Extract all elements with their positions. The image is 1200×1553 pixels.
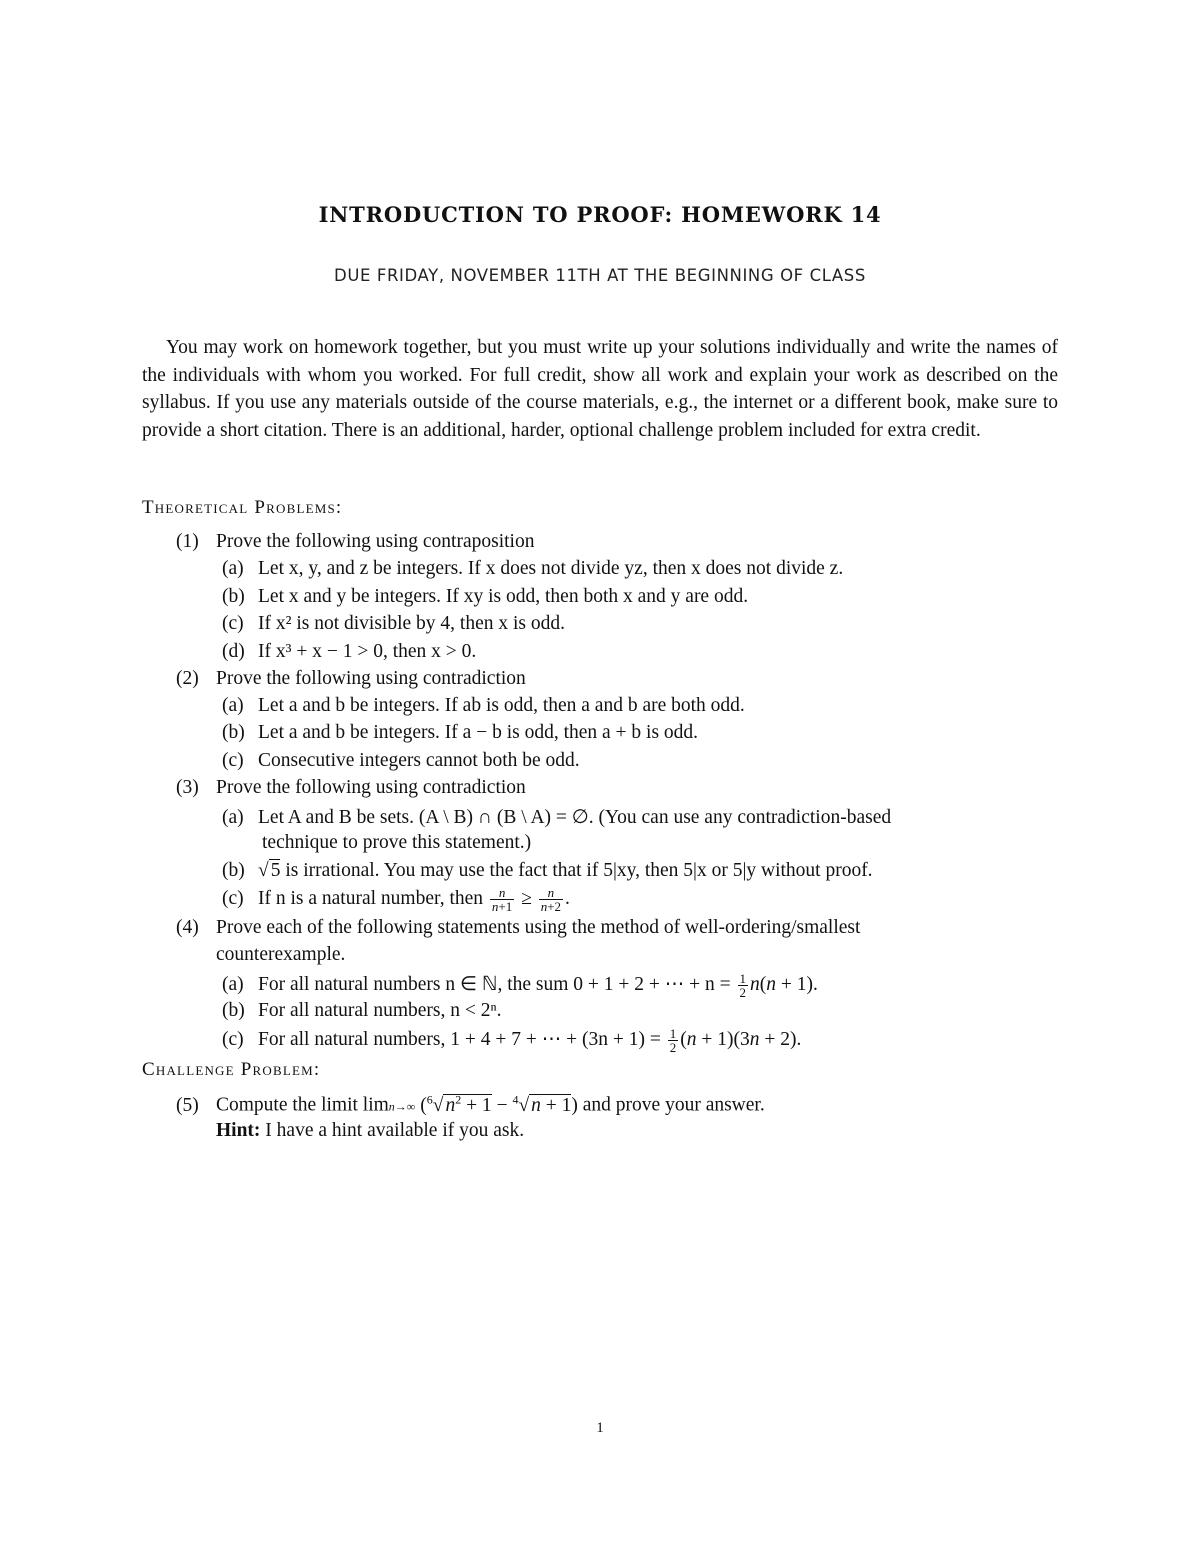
sub-label: (b) — [222, 722, 245, 743]
sub-label: (c) — [222, 887, 244, 909]
sub-label: (a) — [222, 558, 244, 579]
hint-line — [216, 1120, 524, 1142]
page-title: INTRODUCTION TO PROOF: HOMEWORK 14 — [318, 202, 882, 227]
sub-label: (b) — [222, 586, 245, 607]
sub-text: For all natural numbers, 1 + 4 + 7 + ⋯ + (3n + 1) = — [258, 1029, 661, 1050]
problem-text-post: and prove your answer. — [582, 1094, 765, 1116]
problem-1b — [222, 586, 748, 608]
sub-label: (c) — [222, 750, 244, 771]
problem-3b — [222, 860, 873, 882]
section-challenge: Challenge Problem: — [142, 1059, 321, 1080]
problem-4c: (c) For all natural numbers, 1 + 4 + 7 + ⋯ + (3n + 1) = $\frac{1}{2}$ (n + 1)(3n + 2). — [222, 1026, 802, 1056]
problem-3 — [176, 777, 526, 799]
sub-text: Consecutive integers cannot both be odd. — [258, 750, 580, 771]
sub-label: (b) — [222, 1000, 245, 1021]
problem-text: Prove the following using contradiction — [216, 668, 526, 689]
sub-label: (c) — [222, 613, 244, 634]
sub-text: For all natural numbers, n < 2ⁿ. — [258, 1000, 502, 1021]
fraction-half: $\frac{1}{2}$ — [739, 971, 747, 1001]
sub-text: is irrational. You may use the fact that if 5|xy, then 5|x or 5|y without proof. — [285, 860, 873, 881]
sub-text: If x² is not divisible by 4, then x is odd. — [258, 613, 566, 634]
sub-text: Let a and b be integers. If a − b is odd, then a + b is odd. — [258, 722, 699, 743]
problem-5 — [176, 1092, 765, 1117]
problem-2 — [176, 668, 526, 690]
fraction: $\frac{n}{n+2}$ — [540, 885, 562, 914]
hint-label: Hint: — [216, 1120, 261, 1141]
problem-text: Compute the limit lim — [216, 1094, 389, 1116]
problem-3c: (c) If n is a natural number, then $\frac{n}{n+1}$ ≥ $\frac{n}{n+2}$ . — [222, 885, 570, 914]
problem-number: (5) — [176, 1094, 199, 1116]
problem-text: Prove each of the following statements using the method of well-ordering/smallest — [216, 917, 861, 938]
problem-1d — [222, 641, 476, 663]
sqrt5-math: √ 5 — [258, 860, 281, 881]
sub-text: If x³ + x − 1 > 0, then x > 0. — [258, 641, 477, 662]
problem-4-cont: counterexample. — [216, 944, 346, 965]
problem-1 — [176, 531, 534, 553]
sub-label: (b) — [222, 860, 245, 881]
problem-2b — [222, 722, 698, 744]
sub-text: Let A and B be sets. (A \ B) ∩ (B \ A) = ∅. (You can use any contradiction-based — [258, 807, 892, 828]
limit-expression: ($^6$√ $n^2 + 1 - ^4√$ n + 1) — [420, 1092, 578, 1116]
problem-2c — [222, 750, 580, 772]
problem-number: (1) — [176, 531, 199, 552]
problem-4a: (a) For all natural numbers n ∈ ℕ, the sum 0 + 1 + 2 + ⋯ + n = $\frac{1}{2}$ n(n + 1). — [222, 971, 818, 1001]
sub-label: (a) — [222, 807, 244, 828]
page-number: 1 — [596, 1420, 604, 1436]
problem-number: (2) — [176, 668, 199, 689]
problem-number: (4) — [176, 917, 199, 938]
sub-label: (a) — [222, 695, 244, 716]
problem-2a — [222, 695, 745, 717]
problem-number: (3) — [176, 777, 199, 798]
problem-3a — [222, 805, 891, 829]
problem-text: Prove the following using contraposition — [216, 531, 535, 552]
problem-4b — [222, 1000, 502, 1022]
intro-text: You may work on homework together, but you must write up your solutions individually and write the names of the individuals with whom you worked. For full credit, show all work and explain your work as described on the syllabus. If you use any materials outside of the course materials, e.g., the internet or a different book, make sure to provide a short citation. There is an additional, harder, optional challenge problem included for extra credit. — [142, 337, 1058, 441]
intro-paragraph — [142, 334, 1058, 444]
sub-text: Let x and y be integers. If xy is odd, then both x and y are odd. — [258, 586, 749, 607]
problem-1a — [222, 558, 843, 580]
sub-text: If n is a natural number, then — [258, 887, 484, 909]
sub-text: For all natural numbers n ∈ ℕ, the sum 0 + 1 + 2 + ⋯ + n = — [258, 974, 731, 995]
sub-label: (d) — [222, 641, 245, 662]
hint-text: I have a hint available if you ask. — [265, 1120, 525, 1141]
sub-label: (a) — [222, 974, 244, 995]
problem-3a-cont: technique to prove this statement.) — [262, 832, 532, 853]
sub-label: (c) — [222, 1029, 244, 1050]
problem-1c — [222, 613, 565, 635]
due-date: DUE FRIDAY, NOVEMBER 11TH AT THE BEGINNING OF CLASS — [334, 266, 866, 285]
sub-text: Let x, y, and z be integers. If x does not divide yz, then x does not divide z. — [258, 558, 844, 579]
limit-subscript: n→∞ — [388, 1099, 416, 1114]
fraction-half: $\frac{1}{2}$ — [669, 1026, 677, 1056]
sub-text: Let a and b be integers. If ab is odd, then a and b are both odd. — [258, 695, 745, 716]
fraction: $\frac{n}{n+1}$ — [491, 885, 513, 914]
section-theoretical: Theoretical Problems: — [142, 497, 343, 518]
problem-4 — [176, 917, 860, 939]
problem-text: Prove the following using contradiction — [216, 777, 526, 798]
